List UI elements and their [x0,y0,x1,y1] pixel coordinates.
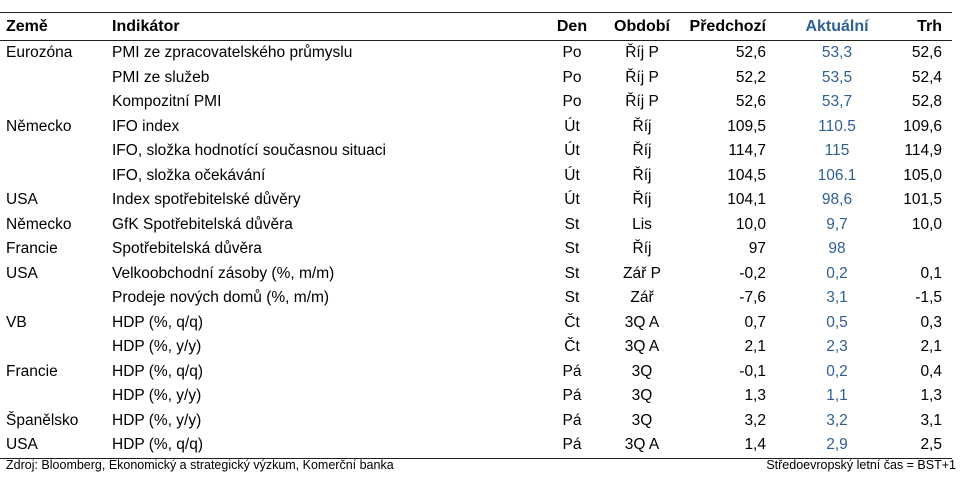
table-row [0,90,952,115]
cell-indicator: PMI ze zpracovatelského průmyslu [112,44,353,62]
cell-market: 2,1 [920,338,942,356]
header-period: Období [598,13,686,41]
cell-day: Po [562,93,582,111]
cell-previous: 52,2 [735,68,766,86]
cell-actual: 53,5 [821,68,853,86]
cell-period: Říj [632,191,652,209]
cell-market: 3,1 [920,411,942,429]
cell-previous: 52,6 [735,93,766,111]
cell-actual: 110.5 [818,117,856,135]
table-row [0,384,952,409]
cell-indicator: IFO index [112,117,180,135]
header-day: Den [528,13,598,41]
cell-period: 3Q A [598,433,686,458]
cell-actual: 0,2 [826,264,848,282]
cell-day: St [564,240,580,258]
cell-previous: -0,1 [739,362,766,380]
cell-period: Zář [630,289,654,307]
cell-actual: 53,3 [821,44,853,62]
cell-indicator: Prodeje nových domů (%, m/m) [112,289,330,307]
cell-day: Pá [528,433,598,458]
cell-market: 101,5 [903,191,942,209]
cell-market [878,237,952,262]
cell-period: Říj [632,240,652,258]
cell-period: Říj [632,166,652,184]
cell-country: Španělsko [6,411,79,429]
cell-market: 0,1 [920,264,942,282]
cell-market: 2,5 [878,433,952,458]
cell-period: Říj [632,117,652,135]
cell-country [0,335,108,360]
cell-market: 114,9 [904,142,942,160]
cell-period: Lis [632,215,652,233]
cell-actual: 98,6 [821,191,853,209]
cell-period: 3Q A [624,338,660,356]
table-row [0,66,952,91]
cell-previous: 1,4 [686,433,796,458]
table-row [0,409,952,434]
cell-day: Čt [564,313,580,331]
cell-actual: 1,1 [826,387,848,405]
cell-indicator: HDP (%, y/y) [112,411,202,429]
cell-actual: 106.1 [817,166,857,184]
cell-actual: 0,2 [826,362,848,380]
cell-indicator: Velkoobchodní zásoby (%, m/m) [112,264,335,282]
table-row [0,213,952,238]
table-row [0,139,952,164]
cell-country [0,90,108,115]
cell-day: St [564,289,580,307]
cell-previous: 109,5 [727,117,766,135]
table-header [0,13,952,41]
table-row [0,262,952,287]
cell-indicator: HDP (%, y/y) [112,387,202,405]
cell-previous: 104,5 [727,166,766,184]
cell-country: Francie [6,240,58,258]
table-row [0,188,952,213]
table-row [0,433,952,458]
cell-period: 3Q A [624,313,660,331]
cell-indicator: HDP (%, q/q) [112,313,204,331]
cell-indicator: PMI ze služeb [112,68,210,86]
cell-market: 52,4 [911,68,942,86]
cell-day: St [564,215,580,233]
cell-day: Pá [562,411,582,429]
cell-previous: 3,2 [744,411,766,429]
header-indicator: Indikátor [108,13,528,41]
cell-period: 3Q [631,387,653,405]
cell-market: 0,3 [920,313,942,331]
cell-period: 3Q [631,362,653,380]
cell-day: Čt [564,338,580,356]
cell-actual: 3,2 [826,411,848,429]
cell-country [0,164,108,189]
cell-market: 10,0 [911,215,942,233]
cell-day: Út [564,117,580,135]
cell-previous: -7,6 [739,289,766,307]
cell-day: Út [564,142,580,160]
cell-day: Út [564,191,580,209]
cell-country: Eurozóna [6,44,73,62]
footer [6,458,956,472]
cell-day: Út [564,166,580,184]
cell-period: Zář P [623,264,661,282]
cell-indicator: IFO, složka hodnotící současnou situaci [112,142,386,160]
cell-previous: 97 [748,240,766,258]
cell-indicator: HDP (%, q/q) [108,433,528,458]
cell-day: St [564,264,580,282]
cell-indicator: Index spotřebitelské důvěry [112,191,301,209]
table-row [0,41,952,66]
economic-calendar-table [0,12,952,459]
table-row [0,164,952,189]
table-row [0,286,952,311]
cell-period: Říj [632,142,652,160]
cell-indicator: Kompozitní PMI [112,93,222,111]
cell-indicator: GfK Spotřebitelská důvěra [112,215,293,233]
cell-day: Po [562,44,582,62]
cell-country: VB [6,313,27,331]
cell-indicator: IFO, složka očekávání [112,166,266,184]
cell-market: 105,0 [903,166,942,184]
cell-market: 52,6 [911,44,942,62]
cell-actual: 53,7 [821,93,853,111]
cell-day: Pá [562,387,582,405]
cell-period: Říj P [625,68,659,86]
cell-previous: 104,1 [727,191,766,209]
header-row [0,13,952,41]
cell-market: 1,3 [920,387,942,405]
cell-market: -1,5 [915,289,942,307]
cell-indicator: HDP (%, y/y) [112,338,202,356]
cell-country [0,286,108,311]
cell-country: USA [0,433,108,458]
cell-actual: 0,5 [826,313,848,331]
cell-country [0,384,108,409]
source-note: Zdroj: Bloomberg, Ekonomický a strategický výzkum, Komerční banka [6,458,394,472]
cell-actual: 115 [824,142,850,160]
cell-previous: -0,2 [739,264,766,282]
cell-country [0,139,108,164]
cell-previous: 1,3 [744,387,766,405]
table-row [0,360,952,385]
header-previous: Předchozí [686,13,796,41]
cell-day: Po [562,68,582,86]
cell-period: Říj P [625,44,659,62]
cell-actual: 9,7 [826,215,848,233]
cell-country: USA [6,191,38,209]
table-row [0,311,952,336]
header-country: Země [0,13,108,41]
header-actual: Aktuální [796,13,878,41]
table-body [0,41,952,459]
cell-actual: 3,1 [826,289,848,307]
header-market: Trh [878,13,952,41]
cell-indicator: HDP (%, q/q) [112,362,204,380]
cell-previous: 10,0 [735,215,766,233]
cell-actual: 2,3 [826,338,848,356]
cell-country: Německo [6,215,72,233]
cell-previous: 0,7 [744,313,766,331]
cell-market: 109,6 [903,117,942,135]
cell-country [0,66,108,91]
table-row [0,335,952,360]
cell-period: 3Q [631,411,653,429]
cell-day: Pá [562,362,582,380]
timezone-note: Středoevropský letní čas = BST+1 [766,458,956,472]
table-row [0,115,952,140]
cell-previous: 52,6 [735,44,766,62]
cell-country: Německo [6,117,72,135]
cell-indicator: Spotřebitelská důvěra [112,240,262,258]
table-row [0,237,952,262]
cell-previous: 114,7 [728,142,766,160]
cell-actual: 2,9 [796,433,878,458]
cell-actual: 98 [828,240,846,258]
cell-country: USA [6,264,38,282]
cell-market: 52,8 [911,93,942,111]
cell-previous: 2,1 [744,338,766,356]
cell-market: 0,4 [920,362,942,380]
cell-period: Říj P [625,93,659,111]
cell-country: Francie [6,362,58,380]
